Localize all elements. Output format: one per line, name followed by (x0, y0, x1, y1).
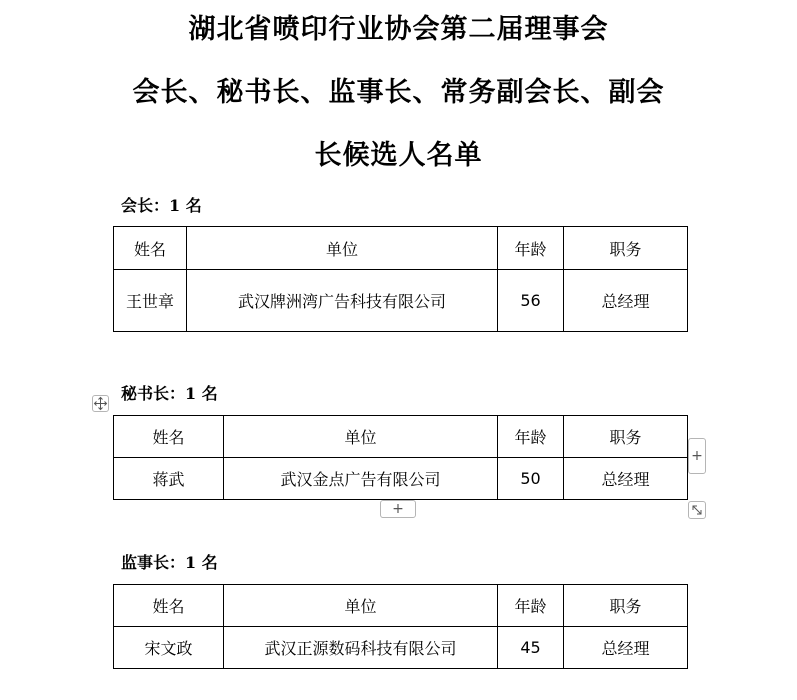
table-header-row (114, 585, 688, 627)
cell-age: 50 (498, 458, 564, 500)
cell-org: 武汉金点广告有限公司 (224, 458, 498, 500)
table-row (114, 627, 688, 669)
section-label-chief-supervisor: 监事长：1 名 (121, 553, 218, 572)
cell-position: 总经理 (564, 627, 688, 669)
secretary-general-table (113, 415, 688, 500)
president-table (113, 226, 688, 332)
header-name: 姓名 (114, 227, 187, 270)
document-title-line-1: 湖北省喷印行业协会第二届理事会 (188, 14, 609, 45)
header-position: 职务 (564, 416, 688, 458)
plus-icon: + (691, 448, 703, 464)
header-age: 年龄 (498, 227, 564, 270)
header-age: 年龄 (498, 585, 564, 627)
add-column-button[interactable] (688, 438, 706, 474)
header-age: 年龄 (498, 416, 564, 458)
section-label-president: 会长：1 名 (121, 196, 202, 215)
add-row-button[interactable] (380, 500, 416, 518)
cell-name: 王世章 (114, 270, 187, 332)
chief-supervisor-table (113, 584, 688, 669)
cell-position: 总经理 (564, 458, 688, 500)
cell-name: 蒋武 (114, 458, 224, 500)
table-row (114, 458, 688, 500)
cell-age: 56 (498, 270, 564, 332)
header-position: 职务 (564, 585, 688, 627)
diagonal-resize-icon[interactable] (688, 501, 706, 519)
move-arrows-icon[interactable] (92, 395, 109, 412)
cell-org: 武汉牌洲湾广告科技有限公司 (187, 270, 498, 332)
header-name: 姓名 (114, 585, 224, 627)
cell-name: 宋文政 (114, 627, 224, 669)
header-position: 职务 (564, 227, 688, 270)
cell-age: 45 (498, 627, 564, 669)
cell-position: 总经理 (564, 270, 688, 332)
table-row (114, 270, 688, 332)
header-name: 姓名 (114, 416, 224, 458)
plus-icon: + (392, 501, 404, 517)
table-header-row (114, 227, 688, 270)
table-header-row (114, 416, 688, 458)
header-org: 单位 (187, 227, 498, 270)
document-title-line-3: 长候选人名单 (314, 140, 483, 171)
header-org: 单位 (224, 416, 498, 458)
header-org: 单位 (224, 585, 498, 627)
cell-org: 武汉正源数码科技有限公司 (224, 627, 498, 669)
section-label-secretary-general: 秘书长：1 名 (121, 384, 218, 403)
document-title-line-2: 会长、秘书长、监事长、常务副会长、副会 (132, 77, 665, 108)
